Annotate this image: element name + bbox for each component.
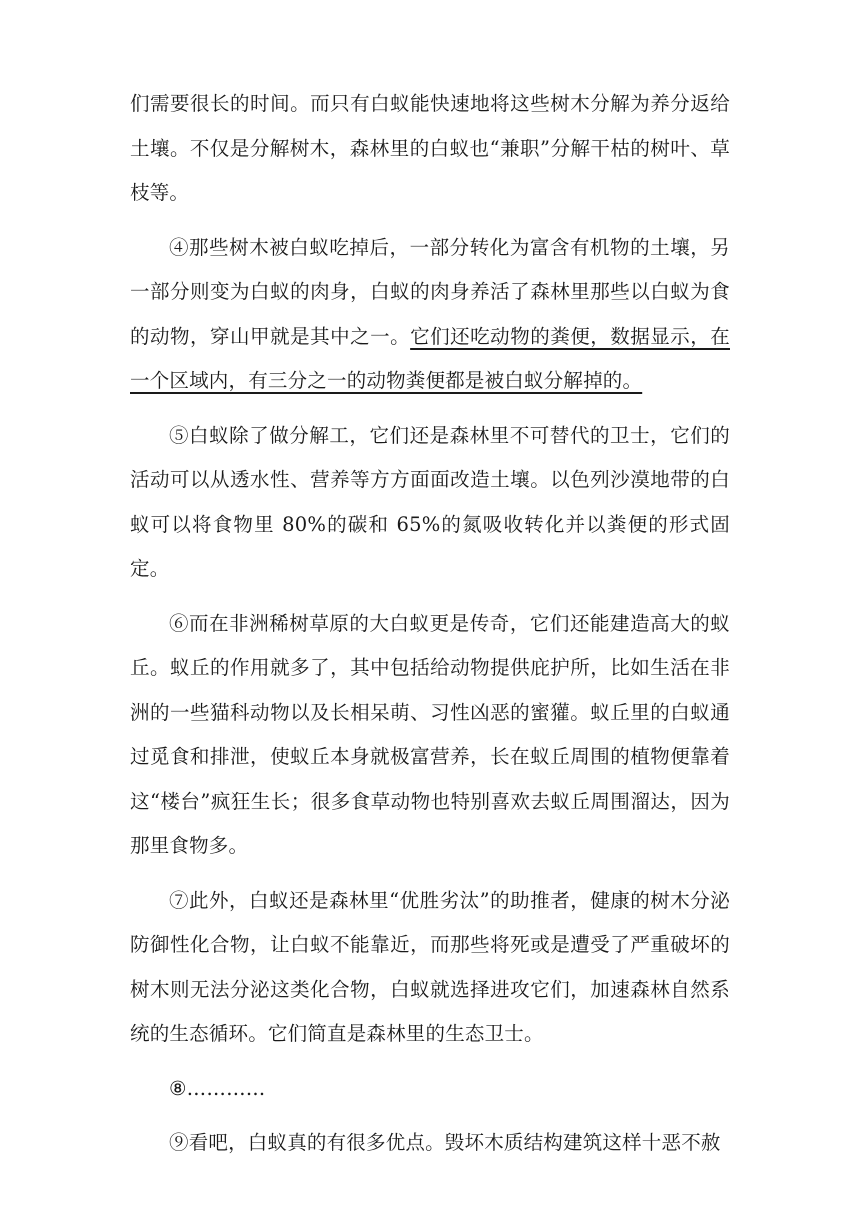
document-page <box>130 82 730 1166</box>
paragraph-4-underlined-sentence: 它们还吃动物的粪便，数据显示，在一个区域内，有三分之一的动物粪便都是被白蚁分解掉的。 <box>130 324 730 392</box>
paragraph-9: ⑨看吧，白蚁真的有很多优点。毁坏木质结构建筑这样十恶不赦 <box>169 1131 721 1154</box>
paragraph-4-text: ④那些树木被白蚁吃掉后，一部分转化为富含有机物的土壤，另一部分则变为白蚁的肉身，白蚁的肉身养活了森林里那些以白蚁为食的动物，穿山甲就是其中之一。 <box>130 235 730 348</box>
paragraph-3-continued: 们需要很长的时间。而只有白蚁能快速地将这些树木分解为养分返给土壤。不仅是分解树木，森林里的白蚁也“兼职”分解干枯的树叶、草枝等。 <box>130 92 730 204</box>
paragraph-4 <box>130 226 730 404</box>
paragraph-7: ⑦此外，白蚁还是森林里“优胜劣汰”的助推者，健康的树木分泌防御性化合物，让白蚁不能靠近，而那些将死或是遭受了严重破坏的树木则无法分泌这类化合物，白蚁就选择进攻它们，加速森林自然系统的生态循环。它们简直是森林里的生态卫士。 <box>130 888 730 1045</box>
paragraph-5: ⑤白蚁除了做分解工，它们还是森林里不可替代的卫士，它们的活动可以从透水性、营养等方方面面改造土壤。以色列沙漠地带的白蚁可以将食物里 80%的碳和 65%的氮吸收转化并以粪便的形式固定。 <box>130 423 730 580</box>
paragraph-6: ⑥而在非洲稀树草原的大白蚁更是传奇，它们还能建造高大的蚁丘。蚁丘的作用就多了，其中包括给动物提供庇护所，比如生活在非洲的一些猫科动物以及长相呆萌、习性凶恶的蜜獾。蚁丘里的白蚁通过觅食和排泄，使蚁丘本身就极富营养，长在蚁丘周围的植物便靠着这“楼台”疯狂生长；很多食草动物也特别喜欢去蚁丘周围溜达，因为那里食物多。 <box>130 611 730 857</box>
paragraph-8: ⑧………… <box>169 1076 266 1100</box>
